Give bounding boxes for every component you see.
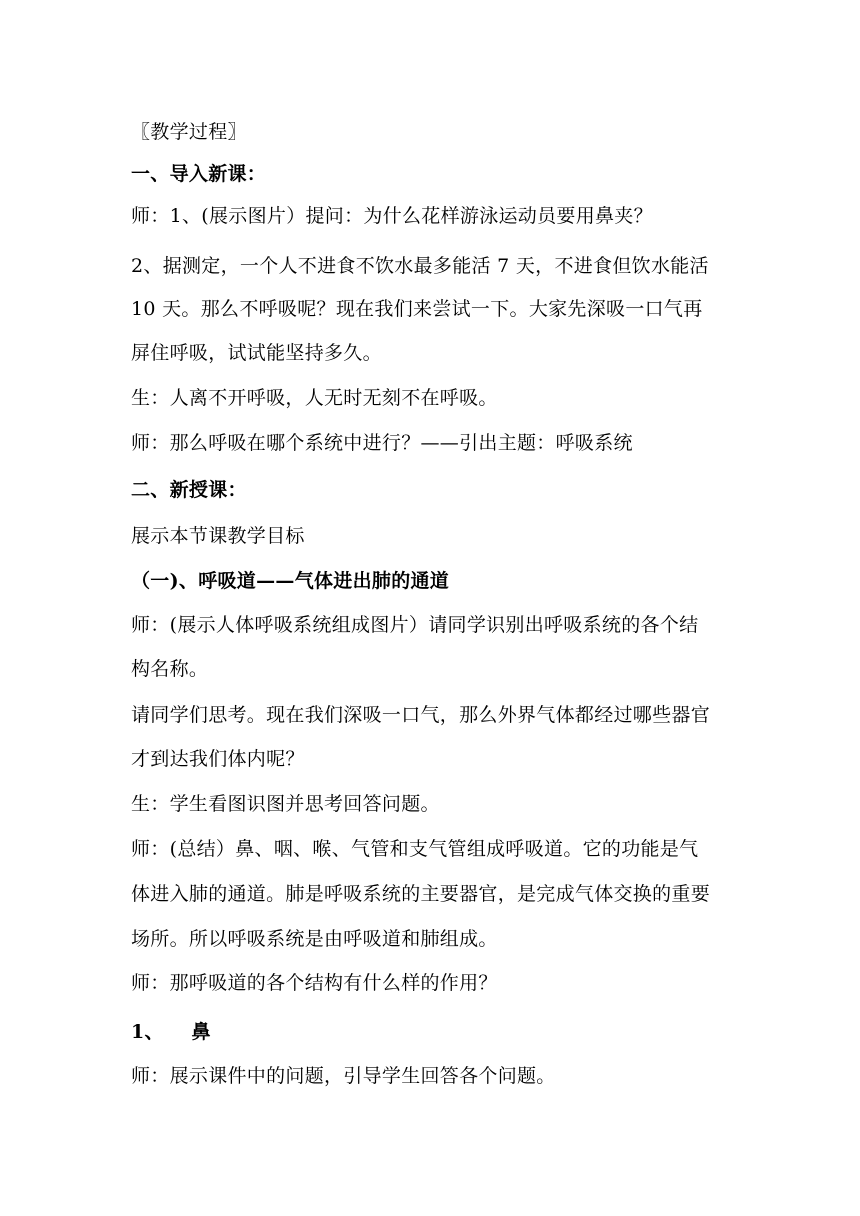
paragraph-line: 生：学生看图识图并思考回答问题。 [131,793,440,815]
paragraph-line: 师：那呼吸道的各个结构有什么样的作用？ [131,972,498,994]
subheading-respiratory-tract: （一)、呼吸道——气体进出肺的通道 [131,570,450,592]
paragraph-line: 构名称。 [131,658,209,680]
section-label-teaching-process: 〖教学过程〗 [131,121,247,143]
paragraph-line: 才到达我们体内呢？ [131,748,305,770]
paragraph-line: 体进入肺的通道。肺是呼吸系统的主要器官，是完成气体交换的重要 [131,883,711,905]
paragraph-line: 师：(展示人体呼吸系统组成图片）请同学识别出呼吸系统的各个结 [131,614,699,636]
heading-part-two: 二、新授课： [131,479,247,501]
subheading-nose: 1、 鼻 [131,1021,211,1043]
paragraph-line: 师：展示课件中的问题，引导学生回答各个问题。 [131,1065,556,1087]
paragraph-line: 场所。所以呼吸系统是由呼吸道和肺组成。 [131,928,498,950]
paragraph-line: 10 天。那么不呼吸呢？现在我们来尝试一下。大家先深吸一口气再 [131,298,703,320]
paragraph-line: 生：人离不开呼吸，人无时无刻不在呼吸。 [131,387,498,409]
heading-part-one: 一、导入新课： [131,163,267,185]
paragraph-line: 师：(总结）鼻、咽、喉、气管和支气管组成呼吸道。它的功能是气 [131,838,699,860]
paragraph-line: 师：1、(展示图片）提问：为什么花样游泳运动员要用鼻夹？ [131,205,653,227]
paragraph-line: 屏住呼吸，试试能坚持多久。 [131,342,382,364]
paragraph-line: 2、据测定，一个人不进食不饮水最多能活 7 天，不进食但饮水能活 [131,255,709,277]
paragraph-line: 展示本节课教学目标 [131,525,305,547]
paragraph-line: 请同学们思考。现在我们深吸一口气，那么外界气体都经过哪些器官 [131,704,711,726]
paragraph-line: 师：那么呼吸在哪个系统中进行？——引出主题：呼吸系统 [131,432,633,454]
